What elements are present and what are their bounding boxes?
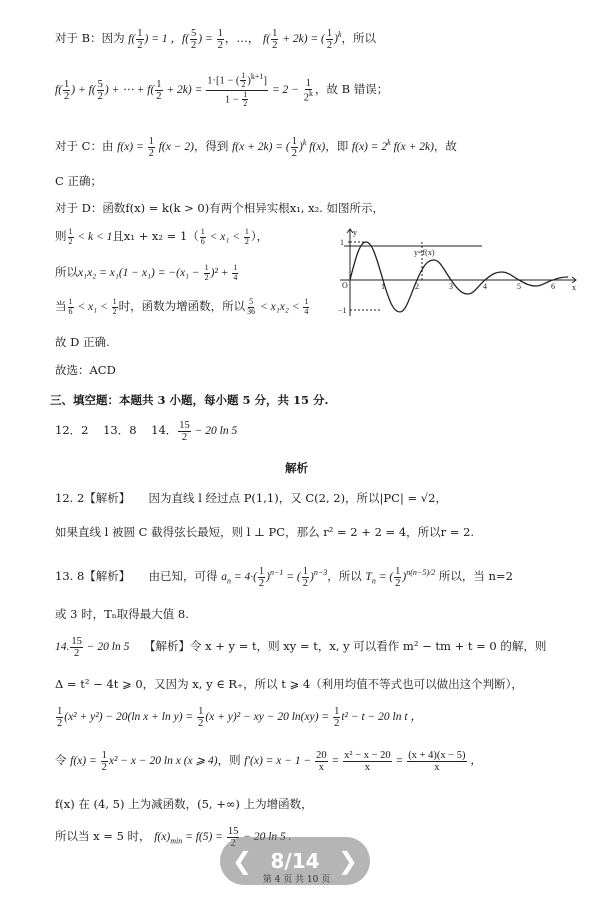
math-expr: f( $\frac{1}{2}$ ) = 1 ，f( $\frac{5}{2}$ ) = $\frac{1}{2}$: [128, 28, 223, 52]
text: ，得到: [193, 139, 229, 154]
math-expr: f( $\frac{1}{2}$ ) + f( $\frac{5}{2}$ ) + ⋯ + f( $\frac{1}{2}$ + 2k) = 1·[1 − ( $\frac{1}{2}$ )$^{k+1}$] 1 − $\frac{1}{2}$ = 2 − $\frac{1}{2^k}$: [55, 71, 313, 109]
text: ，即: [325, 139, 349, 154]
text: 时，函数为增函数，所以: [118, 299, 246, 313]
text: ，故 B 错误；: [314, 81, 389, 96]
text: 令: [55, 753, 67, 768]
q12-line1: [55, 490, 447, 506]
math-expr: $a_n = 4\cdot$( $\frac{1}{2}$ )$^{n-1}$ = ( $\frac{1}{2}$ )$^{n-3}$: [221, 566, 328, 590]
chevron-right-icon[interactable]: ❯: [337, 847, 358, 875]
math-expr: f′(x) = x − 1 − $\frac{20}{x}$ = $\frac{\text{x² − x − 20}}{x}$ = $\frac{(x + 4)(x - 5)}{x}$ ，: [244, 750, 482, 774]
origin-label: O: [342, 281, 348, 290]
answers-line: [55, 420, 237, 443]
text: 由已知，可得: [148, 569, 218, 584]
math-expr: $\frac{5}{36}$ < x₁x₂ < $\frac{1}{4}$: [247, 297, 309, 316]
text: 且x₁ + x₂ = 1（: [112, 229, 199, 243]
text: 所以，当 n=2: [438, 569, 513, 584]
math-expr: $\frac{1}{2}$ (x² + y²) − 20(ln x + ln y) = $\frac{1}{2}$ (x + y)² − xy − 20 ln(xy) = $\frac{1}{2}$ t² − t − 20 ln t ，: [57, 706, 422, 730]
x-tick-label-6: 6: [551, 282, 555, 291]
math-expr: $f(x)_{min} = f(5)$ = 15: [154, 826, 239, 846]
math-expr: f(x) = $\frac{1}{2}$ x² − x − 20 ln x (x ⩾ 4): [70, 750, 218, 774]
math-expr: f(x + 2k) = ( $\frac{1}{2}$ )$^k$ f(x): [232, 136, 326, 160]
q13-line1: [55, 566, 513, 589]
q14-line3: [55, 706, 422, 729]
q14-label: 【解析】: [143, 639, 190, 654]
section-b-label: 对于 B：因为: [55, 31, 125, 46]
q13-label: 13. 8【解析】: [55, 569, 131, 584]
math-expr: $\frac{15}{2}$ − 20 ln 5: [179, 420, 238, 444]
text: ，…，: [224, 31, 260, 46]
y-tick-label-1: 1: [340, 238, 344, 247]
math-expr: $\frac{1}{2}$ < k < 1: [68, 227, 113, 246]
section-d-line1: 对于 D：函数f(x) = k(k > 0)有两个相异实根x₁, x₂. 如图所示，: [55, 201, 385, 215]
chevron-left-icon[interactable]: ❮: [232, 847, 253, 875]
section-d-line3: [55, 264, 239, 282]
answer-13: 13．8: [103, 423, 137, 438]
math-expr: 14. $\frac{15}{2}$ − 20 ln 5: [55, 636, 130, 660]
text: ，所以: [341, 31, 377, 46]
text: ，则: [217, 753, 241, 768]
x-tick-label-1: 1: [381, 282, 385, 291]
math-expr: $\frac{1}{6}$ < x₁ < $\frac{1}{2}$: [200, 227, 249, 246]
section-d-line2: [55, 228, 268, 246]
math-expr: $f(x) = 2^k$ f(x + 2k): [351, 138, 434, 154]
jiexi-heading: 解析: [285, 461, 308, 475]
math-expr: $T_n$ = ( $\frac{1}{2}$ )$^{n(n-5)/2}$: [365, 566, 436, 590]
answer-line: 故选：ACD: [55, 363, 116, 377]
q14-text: 令 x + y = t，则 xy = t，x, y 可以看作 m² − tm + t = 0 的解，则: [189, 639, 547, 654]
math-expr: f( $\frac{1}{2}$ + 2k) = ( $\frac{1}{2}$ )$^k$: [263, 28, 342, 52]
curve-label: y=f(x): [414, 248, 435, 257]
q12-text: 因为直线 l 经过点 P(1,1)，又 C(2, 2)，所以|PC| = √2，: [148, 491, 447, 505]
y-tick-label-neg1: −1: [338, 306, 347, 315]
page-indicator: 8/14: [270, 849, 320, 873]
text: 当: [55, 299, 67, 313]
text: ，故: [433, 139, 457, 154]
math-expr: $\frac{1}{6}$ < x₁ < $\frac{1}{2}$: [68, 297, 117, 316]
section3-heading: 三、填空题：本题共 3 小题，每小题 5 分，共 15 分.: [50, 393, 329, 407]
q13-line2: 或 3 时，Tₙ取得最大值 8.: [55, 607, 189, 621]
q12-line2: 如果直线 l 被圆 C 截得弦长最短，则 l ⊥ PC，那么 r² = 2 + 2 = 4，所以r = 2.: [55, 525, 475, 539]
text: ，所以: [327, 569, 362, 584]
math-expr: x₁x₂ = x₁(1 − x₁) = −(x₁ − $\frac{1}{2}$ )² + $\frac{1}{4}$: [78, 263, 238, 282]
section-c-line2: C 正确；: [55, 174, 102, 188]
q12-label: 12. 2【解析】: [55, 491, 131, 505]
q14-line5: f(x) 在 (4, 5) 上为减函数，(5, +∞) 上为增函数，: [55, 797, 313, 811]
x-tick-label-4: 4: [483, 282, 487, 291]
q14-line1: [55, 636, 546, 659]
math-expr: f(x) = $\frac{1}{2}$ f(x − 2): [117, 136, 194, 160]
answer-12: 12．2: [55, 423, 89, 438]
x-tick-label-3: 3: [449, 282, 453, 291]
q14-line4: [55, 750, 482, 773]
y-axis-label: y: [353, 228, 357, 237]
section-b-line2: [55, 72, 388, 109]
x-axis-label: x: [572, 283, 576, 292]
page-footer: 第 4 页 共 10 页: [262, 875, 331, 885]
answer-14-label: 14．: [151, 423, 178, 438]
text: 则: [55, 229, 67, 243]
section-d-line4: [55, 298, 310, 316]
curve: [350, 242, 568, 312]
q14-line2: Δ = t² − 4t ⩾ 0，又因为 x, y ∈ R₊，所以 t ⩾ 4（利用均值不等式也可以做出这个判断），: [55, 677, 523, 691]
text: 所以当 x = 5 时，: [55, 829, 151, 844]
x-tick-label-2: 2: [415, 282, 419, 291]
section-b-line1: [55, 28, 376, 51]
text: ），: [250, 229, 269, 243]
function-graph: [336, 226, 581, 318]
section-d-line5: 故 D 正确.: [55, 335, 110, 349]
text: 所以: [55, 265, 78, 279]
section-c-line1: [55, 136, 457, 159]
section-c-label: 对于 C：由: [55, 139, 114, 154]
x-tick-label-5: 5: [517, 282, 521, 291]
